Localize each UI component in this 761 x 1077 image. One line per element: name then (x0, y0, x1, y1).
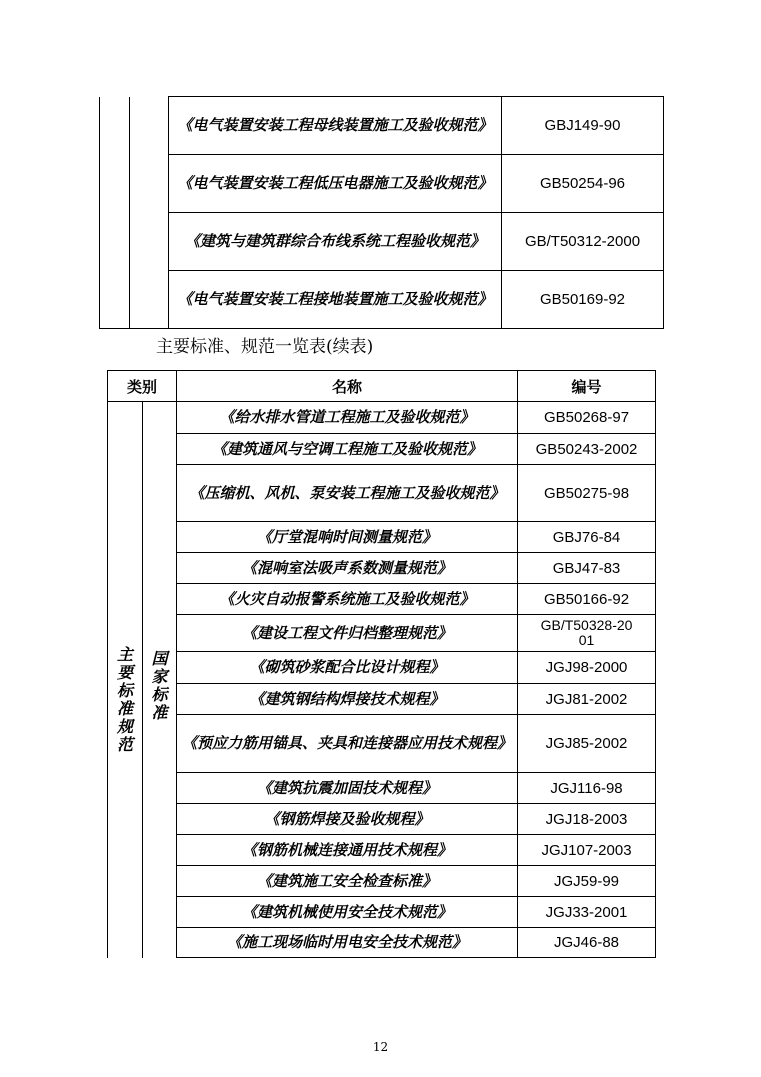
category-main-char: 标 (116, 680, 133, 700)
standard-code: GB50166-92 (518, 584, 656, 615)
table-row (100, 97, 664, 155)
category-sub-char: 家 (151, 666, 168, 686)
standard-code: JGJ107-2003 (518, 835, 656, 866)
table-header-row (108, 371, 656, 402)
header-code: 编号 (518, 371, 656, 402)
table-row (108, 522, 656, 553)
standard-name: 《混响室法吸声系数测量规范》 (177, 553, 518, 584)
header-category: 类别 (108, 371, 177, 402)
standard-name: 《建筑钢结构焊接技术规程》 (177, 684, 518, 715)
table-row (108, 897, 656, 928)
standard-name: 《给水排水管道工程施工及验收规范》 (177, 402, 518, 434)
standard-code: GB/T50328-2001 (518, 615, 656, 652)
subcategory-cell (130, 97, 169, 329)
standard-code: GB50268-97 (518, 402, 656, 434)
standard-name: 《建筑施工安全检查标准》 (177, 866, 518, 897)
table-row (108, 553, 656, 584)
standard-code: JGJ85-2002 (518, 715, 656, 773)
table-row (108, 434, 656, 465)
table-caption: 主要标准、规范一览表(续表) (156, 337, 374, 357)
page-number: 12 (372, 1040, 389, 1054)
standard-code: GBJ47-83 (518, 553, 656, 584)
table-row (108, 652, 656, 684)
table-row (100, 271, 664, 329)
standard-code: JGJ59-99 (518, 866, 656, 897)
standard-name: 《建筑通风与空调工程施工及验收规范》 (177, 434, 518, 465)
standards-table (107, 370, 656, 958)
category-main-cell (108, 402, 143, 958)
standard-name: 《建筑机械使用安全技术规范》 (177, 897, 518, 928)
table-row (108, 402, 656, 434)
table-row (100, 155, 664, 213)
header-name: 名称 (177, 371, 518, 402)
standard-code: JGJ98-2000 (518, 652, 656, 684)
category-main-char: 准 (116, 698, 133, 718)
standard-code: GB50169-92 (502, 271, 664, 329)
category-sub-char: 准 (151, 702, 168, 722)
standard-code: JGJ46-88 (518, 928, 656, 958)
standard-name: 《砌筑砂浆配合比设计规程》 (177, 652, 518, 684)
table-row (108, 684, 656, 715)
continued-standards-table (99, 96, 664, 329)
standard-name: 《火灾自动报警系统施工及验收规范》 (177, 584, 518, 615)
table-row (108, 928, 656, 958)
standard-code: GB/T50312-2000 (502, 213, 664, 271)
standard-name: 《施工现场临时用电安全技术规范》 (177, 928, 518, 958)
standard-code: JGJ33-2001 (518, 897, 656, 928)
category-main-char: 主 (116, 644, 133, 664)
category-main-char: 要 (116, 662, 133, 682)
standard-code: GBJ149-90 (502, 97, 664, 155)
standard-code: GB50243-2002 (518, 434, 656, 465)
standard-name: 《压缩机、风机、泵安装工程施工及验收规范》 (177, 465, 518, 522)
standard-name: 《电气装置安装工程低压电器施工及验收规范》 (169, 155, 502, 213)
standard-code: JGJ81-2002 (518, 684, 656, 715)
standard-name: 《电气装置安装工程接地装置施工及验收规范》 (169, 271, 502, 329)
category-cell (100, 97, 130, 329)
standard-name: 《电气装置安装工程母线装置施工及验收规范》 (169, 97, 502, 155)
standard-code: JGJ116-98 (518, 773, 656, 804)
standard-name: 《建设工程文件归档整理规范》 (177, 615, 518, 652)
table-row (108, 465, 656, 522)
standard-code: JGJ18-2003 (518, 804, 656, 835)
standard-name: 《钢筋焊接及验收规程》 (177, 804, 518, 835)
category-sub-cell (143, 402, 177, 958)
table-row (100, 213, 664, 271)
standard-name: 《钢筋机械连接通用技术规程》 (177, 835, 518, 866)
category-sub-char: 标 (151, 684, 168, 704)
standard-name: 《建筑与建筑群综合布线系统工程验收规范》 (169, 213, 502, 271)
standard-name: 《厅堂混响时间测量规范》 (177, 522, 518, 553)
table-row (108, 773, 656, 804)
category-main-char: 规 (116, 716, 133, 736)
table-row (108, 615, 656, 652)
category-sub-char: 国 (151, 648, 168, 668)
category-main-char: 范 (116, 734, 133, 754)
table-row (108, 804, 656, 835)
standard-code: GB50254-96 (502, 155, 664, 213)
standard-code: GBJ76-84 (518, 522, 656, 553)
table-row (108, 866, 656, 897)
table-row (108, 835, 656, 866)
standard-name: 《建筑抗震加固技术规程》 (177, 773, 518, 804)
standard-code: GB50275-98 (518, 465, 656, 522)
table-row (108, 584, 656, 615)
standard-name: 《预应力筋用锚具、夹具和连接器应用技术规程》 (177, 715, 518, 773)
table-row (108, 715, 656, 773)
